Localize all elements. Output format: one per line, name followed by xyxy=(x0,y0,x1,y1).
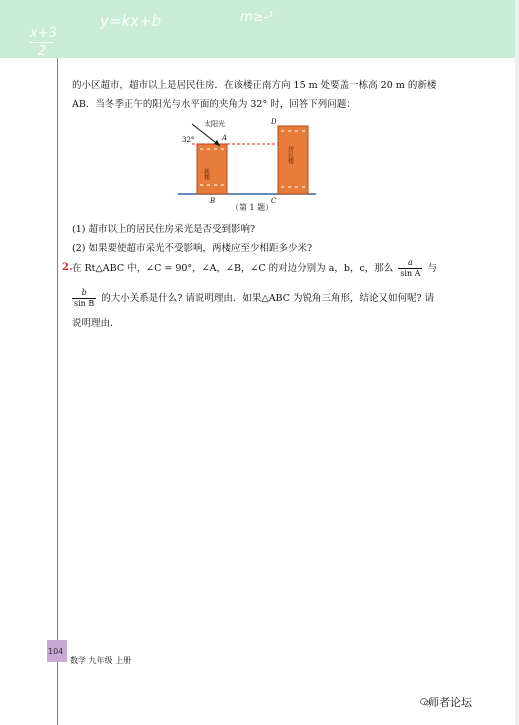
problem1-line2: AB．当冬季正午的阳光与水平面的夹角为 32° 时，回答下列问题： xyxy=(72,99,356,110)
new-building-label: 新楼 xyxy=(202,168,210,180)
buildings-figure xyxy=(170,110,330,206)
figure-caption: （第 1 题） xyxy=(231,203,274,212)
problem1-sub2: (2) 如果要使超市采光不受影响，两楼应至少相距多少米? xyxy=(72,243,313,254)
fraction1-numerator: a xyxy=(398,258,422,269)
new-building xyxy=(197,144,227,194)
fraction2-numerator: b xyxy=(72,288,96,299)
point-c-label: C xyxy=(271,197,277,205)
page-number: 104 xyxy=(48,647,64,656)
fraction-b-over-sinB xyxy=(72,288,96,309)
fraction-a-over-sinA xyxy=(398,258,422,279)
margin-rule xyxy=(57,58,58,725)
handwritten-fraction xyxy=(30,26,57,59)
sun-label: 太阳光 xyxy=(204,120,225,128)
page-edge xyxy=(515,0,519,725)
fraction1-denominator: sin A xyxy=(400,269,421,278)
problem2-line1 xyxy=(72,258,492,279)
book-title: 数学 九年级 上册 xyxy=(70,656,132,665)
handwritten-linear-equation: y=kx+b xyxy=(100,12,162,30)
angle-label: 32° xyxy=(182,136,195,144)
problem2-number: 2. xyxy=(62,262,73,273)
residential-building-label: 居民楼 xyxy=(286,146,294,164)
watermark-text: 师者论坛 xyxy=(428,696,472,709)
problem2-connector: 与 xyxy=(427,263,437,274)
problem1-line1: 的小区超市，超市以上是居民住房．在该楼正南方向 15 m 处要盖一栋高 20 m 的新楼 xyxy=(72,80,437,91)
top-banner xyxy=(0,0,519,58)
problem2-line2-text: 的大小关系是什么? 请说明理由．如果△ABC 为锐角三角形，结论又如何呢? 请 xyxy=(101,293,435,304)
handwritten-denominator: 2 xyxy=(37,44,47,59)
fraction2-denominator: sin B xyxy=(74,299,95,308)
problem2-line2 xyxy=(72,288,492,309)
problem2-line3: 说明理由． xyxy=(72,318,120,329)
point-a-label: A xyxy=(222,134,228,142)
handwritten-inequality: m≥-¹ xyxy=(240,10,274,25)
point-d-label: D xyxy=(271,118,277,126)
handwritten-numerator: x+3 xyxy=(30,26,57,41)
problem1-sub1: (1) 超市以上的居民住房采光是否受到影响? xyxy=(72,224,256,235)
point-b-label: B xyxy=(210,197,216,205)
problem2-line1-text: 在 Rt△ABC 中，∠C = 90°，∠A，∠B，∠C 的对边分别为 a，b，c，那么 xyxy=(72,263,394,274)
